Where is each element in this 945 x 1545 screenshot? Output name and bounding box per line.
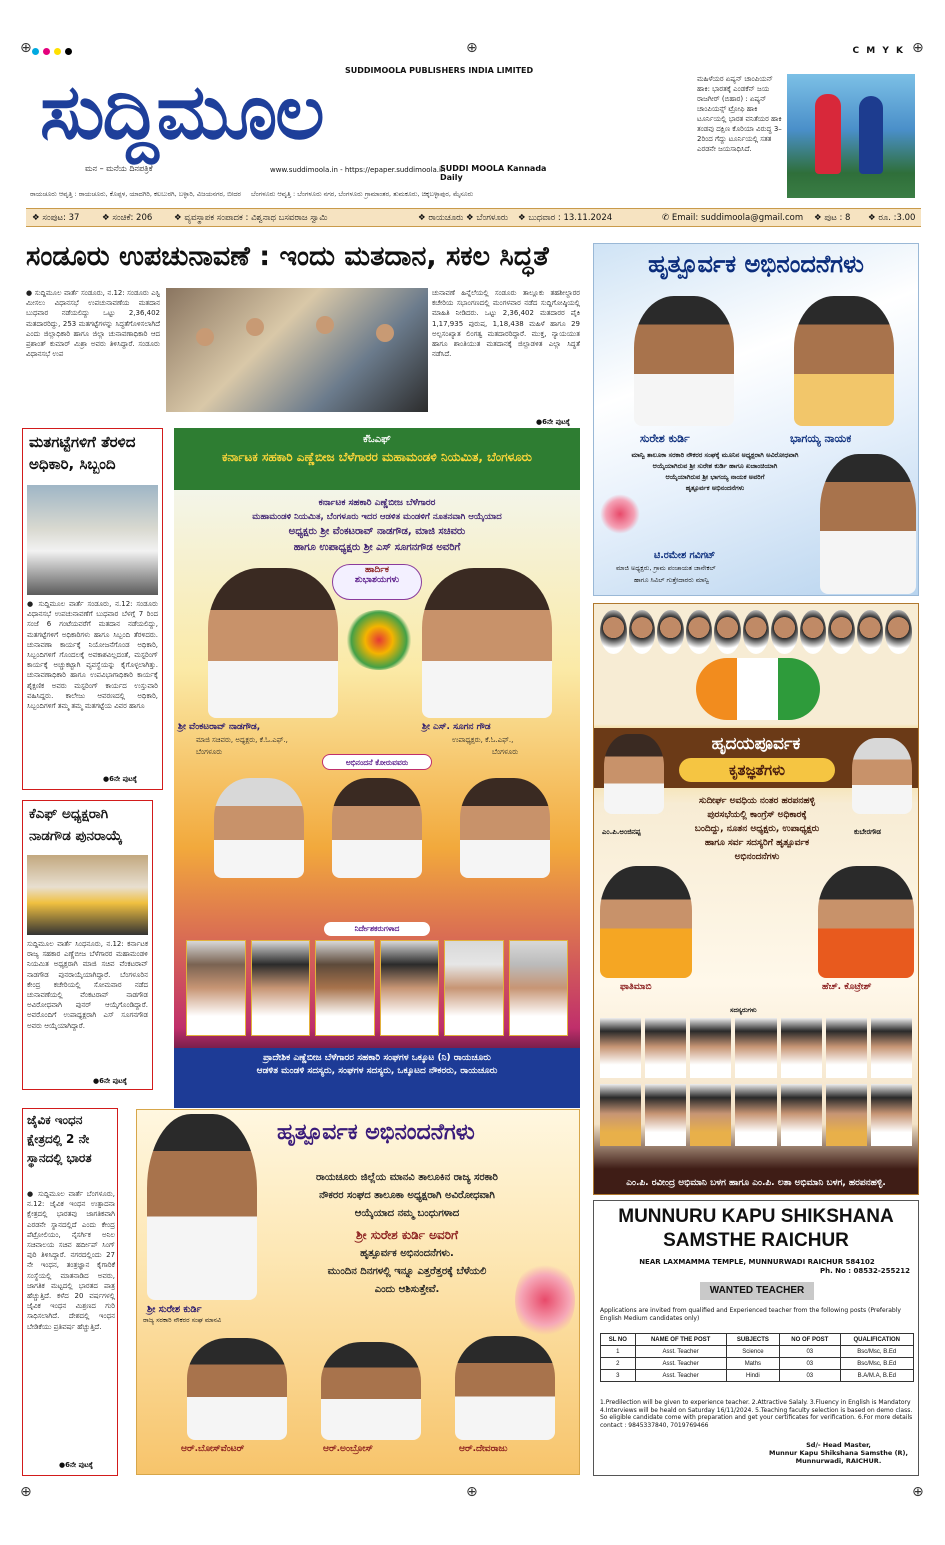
congrats-body-1: ಮಾನ್ವಿ ತಾಲೂಕಾ ಸರಕಾರಿ ನೌಕರರ ಸಂಘಕ್ಕೆ ಮೂನಿನ ಅಧ್ಯಕ್ಷರಾಗಿ ಅವಿರೋಧವಾಗಿ xyxy=(631,451,799,459)
congrats-ad-right[interactable] xyxy=(593,243,919,596)
directors-label: ನಿರ್ದೇಶಕರುಗಳಾದ xyxy=(324,922,430,936)
flower-bouquet-icon xyxy=(344,610,414,670)
edition-bengaluru: ಬೆಂಗಳೂರು ಆವೃತ್ತಿ : ಬೆಂಗಳೂರು ನಗರ, ಬೆಂಗಳೂರು ಗ್ರಾಮಾಂತರ, ತುಮಕೂರು, ಚಿಕ್ಕಬಳ್ಳಾಪುರ, ಮೈಸೂರು xyxy=(251,190,474,198)
top-story-text: ಮಹಿಳೆಯರ ಏಷ್ಯನ್ ಚಾಂಪಿಯನ್ ಹಾಕಿ: ಭಾರತಕ್ಕೆ ಎಂಡಕೆನ್ ಜಯ ರಾಜಗೀರ್ (ಬಿಹಾರ) : ಏಷ್ಯನ್ ಚಾಂಪಿಯನ್ಸ್ ಟ್ರೋಫಿ ಹಾಕಿ ಟೂರ್ನಿಯಲ್ಲಿ ಭಾರತ ವನಿತೆಯರ ಹಾಕಿ ತಂಡವು ದಕ್ಷಿಣ ಕೊರಿಯಾ ವಿರುದ್ಧ 3–2ರಿಂದ ಗೆದ್ದು ಟೂರ್ನಿಯಲ್ಲಿ ಸತತ ಎರಡನೇ ಜಯಸಾಧಿಸಿದೆ. xyxy=(697,75,782,153)
greeting-line1: ಹಾರ್ದಿಕ xyxy=(365,565,389,575)
name-president: ಫಾತಿಮಾಬಿ xyxy=(620,982,652,992)
masthead xyxy=(30,62,550,182)
editions-line xyxy=(30,190,690,202)
website-link[interactable]: www.suddimoola.in - https://epaper.suddimoola.in xyxy=(270,166,446,174)
bottom-line2: ನೌಕರರ ಸಂಘದ ತಾಲೂಕಾ ಅಧ್ಯಕ್ಷರಾಗಿ ಅವಿರೋಧವಾಗಿ xyxy=(319,1190,495,1201)
portrait-ramesh xyxy=(820,454,916,594)
th-subjects: SUBJECTS xyxy=(726,1334,780,1346)
registration-mark: ⊕ xyxy=(912,40,924,56)
email[interactable]: ✆ Email: suddimoola@gmail.com xyxy=(662,213,804,223)
portrait-president xyxy=(208,568,338,718)
w2-name: ಆರ್.ಅಂಬ್ರೋಸ್ xyxy=(323,1444,373,1454)
congrats-body-2: ಆಯ್ಕೆಯಾಗಿರುವ ಶ್ರೀ ಸುರೇಶ ಕುರ್ಡಿ ಹಾಗೂ ಖಜಾಂಚಿಯಾಗಿ xyxy=(652,462,778,470)
p2-name: ಶ್ರೀ ಎಸ್. ಸೂಗನ ಗೌಡ xyxy=(422,722,491,732)
p1-role: ಮಾಜಿ ಸಚಿವರು, ಅಧ್ಯಕ್ಷರು, ಕೆ.ಓ.ಎಫ್., xyxy=(196,736,288,744)
side-story-1-headline[interactable]: ಮತಗಟ್ಟೆಗಳಿಗೆ ತೆರಳಿದ ಅಧಿಕಾರಿ, ಸಿಬ್ಬಂದಿ xyxy=(29,433,136,473)
kof-short: ಕೆಓಎಫ್ xyxy=(363,434,391,445)
side-story-2-headline[interactable]: ಕೆಎಫ್ ಅಧ್ಯಕ್ಷರಾಗಿ ನಾಡಗೌಡ ಪುನರಾಯ್ಕೆ xyxy=(29,806,123,844)
th-slno: SL NO xyxy=(601,1334,636,1346)
name-anjinappa: ಎಂ.ಪಿ.ಅಂಜಿನಪ್ಪ xyxy=(602,828,641,836)
bouquet-icon xyxy=(515,1260,575,1340)
school-intro: Applications are invited from qualified and Experienced teacher from the following posts (Preferably English Medium candidates only) xyxy=(600,1307,901,1322)
congress-ad[interactable] xyxy=(593,603,919,1195)
bottom-line4: ಶ್ರೀ ಸುರೇಶ ಕುರ್ಡಿ ಅವರಿಗೆ xyxy=(355,1228,459,1242)
bottom-line6: ಮುಂದಿನ ದಿನಗಳಲ್ಲಿ ಇನ್ನೂ ಎತ್ತರೆತ್ತರಕ್ಕೆ ಬೆಳೆಯಲಿ xyxy=(327,1266,487,1277)
cell: Maths xyxy=(726,1358,780,1370)
members-grid-1 xyxy=(600,1018,912,1078)
kof-advertisement[interactable] xyxy=(174,428,580,1108)
kof-line4: ಹಾಗೂ ಉಪಾಧ್ಯಕ್ಷರು ಶ್ರೀ ಎಸ್ ಸೂಗನಗೌಡ ಅವರಿಗೆ xyxy=(293,542,461,553)
registration-mark: ⊕ xyxy=(20,40,32,56)
wanted-teacher-label: WANTED TEACHER xyxy=(700,1282,814,1300)
portrait-president xyxy=(600,866,692,978)
sender-name: ಟಿ.ರಮೇಶ ಗವಿಗಟ್ xyxy=(654,550,716,561)
cell: 03 xyxy=(780,1358,840,1370)
sign-line2: Munnur Kapu Shikshana Samsthe (R), xyxy=(769,1449,908,1457)
main-story-photo xyxy=(166,288,428,412)
cell: Asst. Teacher xyxy=(635,1370,726,1382)
pages: ❖ ಪುಟ : 8 xyxy=(814,213,851,223)
side-story-1 xyxy=(22,428,163,790)
side-story-2-body: ಸುದ್ದಿಮೂಲ ವಾರ್ತೆ ಸಿಂಧನೂರು, ನ.12: ಕರ್ನಾಟಕ ರಾಜ್ಯ ಸಹಕಾರ ಎಣ್ಣೆಬೀಜ ಬೆಳೆಗಾರರ ಮಹಾಮಂಡಳಿ ನಿಯಮಿತ ಅಧ್ಯಕ್ಷರಾಗಿ ಮಾಜಿ ಸಚಿವ ವೆಂಕಟರಾವ್ ನಾಡಗೌಡ ಪುನರಾಯ್ಕೆಯಾಗಿದ್ದಾರೆ. ಬೆಂಗಳೂರಿನ ಕೇಂದ್ರ ಕಚೇರಿಯಲ್ಲಿ ಸೋಮವಾರ ನಡೆದ ಚುನಾವಣೆಯಲ್ಲಿ ವೆಂಕಟರಾವ್ ನಾಡಗೌಡ ಅವಿರೋಧವಾಗಿ ಪುನರ್ ಆಯ್ಕೆಗೊಂಡಿದ್ದಾರೆ. ಅವರೊಂದಿಗೆ ಉಪಾಧ್ಯಕ್ಷರಾಗಿ ಎಸ್ ಸೂಗನಗೌಡ ಅವರು ಆಯ್ಕೆಯಾಗಿದ್ದಾರೆ. xyxy=(27,940,148,1030)
name-bhagayya: ಭಾಗಯ್ಯ ನಾಯಕ xyxy=(790,432,852,445)
editor: ❖ ವ್ಯವಸ್ಥಾಪಕ ಸಂಪಾದಕ : ವಿಶ್ವನಾಥ ಬಸವರಾಜ ಸ್ವಾಮಿ xyxy=(174,213,328,223)
thanks-line2: ಕೃತಜ್ಞತೆಗಳು xyxy=(679,758,835,782)
registration-mark: ⊕ xyxy=(912,1484,924,1500)
cell: Bsc/Msc, B.Ed xyxy=(840,1358,914,1370)
side-story-2-photo xyxy=(27,855,148,935)
portrait-anjinappa xyxy=(604,734,664,814)
registration-mark: ⊕ xyxy=(466,1484,478,1500)
main-name: ಶ್ರೀ ಸುರೇಶ ಕುರ್ಡಿ xyxy=(147,1304,202,1315)
info-bar xyxy=(26,208,921,227)
portrait-vicepresident xyxy=(818,866,914,978)
portrait-vicepresident xyxy=(422,568,552,718)
cities: ❖ ರಾಯಚೂರು ❖ ಬೆಂಗಳೂರು xyxy=(418,213,509,223)
edition-raichur: ರಾಯಚೂರು ಆವೃತ್ತಿ : ರಾಯಚೂರು, ಕೊಪ್ಪಳ, ಯಾದಗಿರಿ, ಕಲಬುರಗಿ, ಬಳ್ಳಾರಿ, ವಿಜಯನಗರ, ಬೀದರ xyxy=(30,190,241,198)
kof-line1: ಕರ್ನಾಟಕ ಸಹಕಾರಿ ಎಣ್ಣೆಬೀಜ ಬೆಳೆಗಾರರ xyxy=(318,498,436,508)
registration-mark: ⊕ xyxy=(466,40,478,56)
date: ❖ ಬುಧವಾರ : 13.11.2024 xyxy=(518,213,613,223)
main-role: ರಾಜ್ಯ ಸರಕಾರಿ ನೌಕರರ ಸಂಘ ಮಾನವಿ xyxy=(143,1316,222,1324)
kof-line3: ಅಧ್ಯಕ್ಷರು ಶ್ರೀ ವೆಂಕಟರಾವ್ ನಾಡಗೌಡ, ಮಾಜಿ ಸಚಿವರು xyxy=(288,526,466,537)
w3-name: ಆರ್.ದೇವರಾಜು xyxy=(459,1444,508,1454)
portrait-kuberagowda xyxy=(852,738,912,814)
congress-text: ಸುದೀರ್ಘ ಅವಧಿಯ ನಂತರ ಹರಪನಹಳ್ಳಿ ಪುರಸಭೆಯಲ್ಲಿ ಕಾಂಗ್ರೆಸ್ ಅಧಿಕಾರಕ್ಕೆ ಬಂದಿದ್ದು, ನೂತನ ಅಧ್ಯಕ್ಷರು, ಉಪಾಧ್ಯಕ್ಷರು ಹಾಗೂ ಸರ್ವ ಸದಸ್ಯರಿಗೆ ಹೃತ್ಪೂರ್ವಕ ಅಭಿನಂದನೆಗಳು xyxy=(694,796,820,862)
leaders-row xyxy=(600,610,912,654)
sender-role-2: ಹಾಗೂ ಸಿವಿಲ್ ಗುತ್ತೇದಾರರು ಮಾನ್ವಿ xyxy=(634,576,710,584)
volume: ❖ ಸಂಪುಟ: 37 xyxy=(32,213,80,223)
sender-role-1: ಮಾಜಿ ಅಧ್ಯಕ್ಷರು, ಗ್ರಾಮ ಪಂಚಾಯತ ಜಾನೇಕಲ್ xyxy=(616,564,716,572)
name-vicepresident: ಹೆಚ್. ಕೊಟ್ರೇಶ್ xyxy=(822,982,872,992)
portrait-suresh-large xyxy=(147,1114,257,1300)
congrats-body xyxy=(600,450,830,494)
portrait-suresh xyxy=(634,296,734,426)
table-row xyxy=(601,1346,914,1358)
main-story-col1: ● ಸುದ್ದಿಮೂಲ ವಾರ್ತೆ ಸಂಡೂರು, ನ.12: ಸಂಡೂರು ಎಸ್ಟಿ ಮೀಸಲು ವಿಧಾನಸಭೆ ಉಪಚುನಾವಣೆಯ ಮತದಾನ ಬುಧವಾರ ನಡೆಯಲಿದ್ದು ಒಟ್ಟು 2,36,402 ಮತದಾರರಿದ್ದು, 253 ಮತಗಟ್ಟೆಗಳನ್ನು ಸಿದ್ಧತೆಗೊಳಿಸಲಾಗಿದೆ ಎಂದು ಜಿಲ್ಲಾಧಿಕಾರಿ ಹಾಗೂ ಜಿಲ್ಲಾ ಚುನಾವಣಾಧಿಕಾರಿ ಆದ ಪ್ರಶಾಂತ್ ಕುಮಾರ್ ಮಿಶ್ರಾ ಅವರು ತಿಳಿಸಿದ್ದಾರೆ. ಸಂಡೂರು ವಿಧಾನಸಭೆ ಉಪ xyxy=(26,289,160,359)
kof-footer xyxy=(174,1052,580,1078)
th-post: NAME OF THE POST xyxy=(635,1334,726,1346)
p2-role: ಉಪಾಧ್ಯಕ್ಷರು, ಕೆ.ಓ.ಎಫ್., xyxy=(452,736,514,744)
congrats-heading: ಹೃತ್ಪೂರ್ವಕ ಅಭಿನಂದನೆಗಳು xyxy=(648,250,864,278)
cell: 03 xyxy=(780,1346,840,1358)
table-row xyxy=(601,1358,914,1370)
vacancy-table xyxy=(600,1333,914,1382)
side-story-1-body: ● ಸುದ್ದಿಮೂಲ ವಾರ್ತೆ ಸಂಡೂರು, ನ.12: ಸಂಡೂರು ವಿಧಾನಸಭೆ ಉಪಚುನಾವಣೆಗೆ ಬುಧವಾರ ಬೆಳಗ್ಗೆ 7 ರಿಂದ ಸಂಜೆ 6 ಗಂಟೆಯವರೆಗೆ ಮತದಾನ ನಡೆಯಲಿದ್ದು, ಮತಗಟ್ಟೆಗಳಿಗೆ ಅಧಿಕಾರಿಗಳು ಹಾಗೂ ಸಿಬ್ಬಂದಿ ತೆರಳಿದರು. ಚುನಾವಣಾ ಕಾರ್ಯಕ್ಕೆ ನಿಯೋಜನೆಗೊಂಡ ಅಧಿಕಾರಿ, ಸಿಬ್ಬಂದಿಗಳಿಗೆ ಗೊಂದಲಕ್ಕೆ ಅವಕಾಶವಿಲ್ಲದಂತೆ, ಮಸ್ಟರಿಂಗ್ ಕಾರ್ಯಕ್ಕೆ ಅಚ್ಚುಕಟ್ಟಾಗಿ ವ್ಯವಸ್ಥೆಯನ್ನು ಕೈಗೊಳ್ಳಲಾಗಿತ್ತು. ಚುನಾವಣಾಧಿಕಾರಿ ಹಾಗೂ ಉಪವಿಭಾಗಾಧಿಕಾರಿ ಕಾರ್ಯಕ್ಕೆ ಶೈಕ್ಷಣಿಕ ಅವರು ಮಸ್ಟರಿಂಗ್ ಕಾರ್ಯದ ಉಸ್ತುವಾರಿ ವಹಿಸಿದ್ದರು. ಕಾಲೇಜು ಆವರಣದಲ್ಲಿ ಅಧಿಕಾರಿ, ಸಿಬ್ಬಂದಿಗಳಿಗೆ ತಮ್ಮ ತಮ್ಮ ಮತಗಟ್ಟೆಯ ವಿವರ ಹಾಗೂ xyxy=(27,600,158,711)
school-phone: Ph. No : 08532-255212 xyxy=(819,1267,910,1275)
table-header-row xyxy=(601,1334,914,1346)
cell: Asst. Teacher xyxy=(635,1358,726,1370)
name-suresh: ಸುರೇಶ ಕುರ್ಡಿ xyxy=(640,432,690,445)
tagline: ಮನ – ಮನೆಯ ದಿನಪತ್ರಿಕೆ xyxy=(85,164,153,173)
thanks-line1: ಹೃದಯಪೂರ್ವಕ xyxy=(711,734,801,754)
cell: 2 xyxy=(601,1358,636,1370)
cell: Bsc/Msc, B.Ed xyxy=(840,1346,914,1358)
school-name: MUNNURU KAPU SHIKSHANA SAMSTHE RAICHUR xyxy=(618,1206,894,1251)
cell: 03 xyxy=(780,1370,840,1382)
name-kuberagowda: ಕುಬೇರಗೌಡ xyxy=(854,828,882,836)
wisher-2 xyxy=(332,778,422,878)
members-grid-2 xyxy=(600,1084,912,1146)
th-noofpost: NO OF POST xyxy=(780,1334,840,1346)
bottom-line7: ಎಂದು ಆಶಿಸುತ್ತೇವೆ. xyxy=(374,1284,440,1295)
table-row xyxy=(601,1370,914,1382)
bottom-heading: ಹೃತ್ಪೂರ್ವಕ ಅಭಿನಂದನೆಗಳು xyxy=(277,1120,475,1145)
main-headline[interactable]: ಸಂಡೂರು ಉಪಚುನಾವಣೆ : ಇಂದು ಮತದಾನ, ಸಕಲ ಸಿದ್ಧತೆ xyxy=(26,241,549,272)
p1-place: ಬೆಂಗಳೂರು xyxy=(196,748,223,756)
cell: Science xyxy=(726,1346,780,1358)
hockey-photo xyxy=(787,74,915,198)
congrats-ad-bottom[interactable] xyxy=(136,1109,580,1475)
side-story-3-body: ● ಸುದ್ದಿಮೂಲ ವಾರ್ತೆ ಬೆಂಗಳೂರು, ನ.12: ಜೈವಿಕ ಇಂಧನ ಉತ್ಪಾದನಾ ಕ್ಷೇತ್ರದಲ್ಲಿ ಭಾರತವು ಜಾಗತಿಕವಾಗಿ ಎರಡನೇ ಸ್ಥಾನದಲ್ಲಿದೆ ಎಂದು ಕೇಂದ್ರ ಪೆಟ್ರೋಲಿಯಂ, ನೈಸರ್ಗಿಕ ಅನಿಲ ಸಚಿವಾಲಯ ಸಚಿವ ಹರ್ದೀಪ್ ಸಿಂಗ್ ಪುರಿ ತಿಳಿಸಿದ್ದಾರೆ. ನಗರದಲ್ಲಿಂದು 27 ನೇ ಇಂಧನ, ತಂತ್ರಜ್ಞಾನ ಕೈಗಾರಿಕೆ ಸಂಸ್ಥೆಯಲ್ಲಿ ಮಾತನಾಡಿದ ಅವರು, ಜಾಗತಿಕ ಮಟ್ಟದಲ್ಲಿ ಭಾರತದ ಪಾತ್ರ ಹೆಚ್ಚುತ್ತಿದೆ. ಕಳೆದ 20 ವರ್ಷಗಳಲ್ಲಿ ಜೈವಿಕ ಇಂಧನ ಮಿಶ್ರಣದ ಗುರಿ ಸಾಧಿಸಲಾಗಿದೆ. ದೇಶದಲ್ಲಿ ಇಂಧನ ಬೇಡಿಕೆಯು ಪ್ರತಿವರ್ಷ ಹೆಚ್ಚುತ್ತಿದೆ. xyxy=(27,1190,115,1331)
logo: ಸುದ್ದಿಮೂಲ xyxy=(40,67,323,156)
school-address: NEAR LAXMAMMA TEMPLE, MUNNURWADI RAICHUR 584102 xyxy=(639,1258,875,1266)
portrait-bhagayya xyxy=(794,296,894,426)
wisher-devaraju xyxy=(455,1336,555,1440)
side-story-3-headline[interactable]: ಜೈವಿಕ ಇಂಧನ ಕ್ಷೇತ್ರದಲ್ಲಿ 2 ನೇ ಸ್ಥಾನದಲ್ಲಿ ಭಾರತ xyxy=(27,1113,92,1165)
top-story[interactable] xyxy=(697,74,915,200)
p2-place: ಬೆಂಗಳೂರು xyxy=(492,748,519,756)
bottom-line1: ರಾಯಚೂರು ಜಿಲ್ಲೆಯ ಮಾನವಿ ತಾಲೂಕಿನ ರಾಜ್ಯ ಸರಕಾರಿ xyxy=(316,1172,498,1183)
greeting-badge xyxy=(332,564,422,600)
bottom-line5: ಹೃತ್ಪೂರ್ವಕ ಅಭಿನಂದನೆಗಳು. xyxy=(360,1248,454,1259)
kof-org: ಕರ್ನಾಟಕ ಸಹಕಾರಿ ಎಣ್ಣೆಬೀಜ ಬೆಳೆಗಾರರ ಮಹಾಮಂಡಳಿ ನಿಯಮಿತ, ಬೆಂಗಳೂರು xyxy=(222,450,532,464)
wishers-label: ಅಭಿನಂದನೆ ಕೋರುವವರು xyxy=(322,754,432,770)
side-story-2-continue[interactable]: ●6ನೇ ಪುಟಕ್ಕೆ xyxy=(93,1077,127,1085)
sign-line1: Sd/- Head Master, xyxy=(806,1441,871,1449)
side-story-1-continue[interactable]: ●6ನೇ ಪುಟಕ್ಕೆ xyxy=(103,775,137,783)
greeting-line2: ಶುಭಾಶಯಗಳು xyxy=(354,575,400,585)
cmyk-label: C M Y K xyxy=(852,46,905,56)
side-story-3 xyxy=(22,1108,118,1476)
kof-line2: ಮಹಾಮಂಡಳಿ ನಿಯಮಿತ, ಬೆಂಗಳೂರು ಇದರ ಆಡಳಿತ ಮಂಡಳಿಗೆ ನೂತನವಾಗಿ ಆಯ್ಕೆಯಾದ xyxy=(252,512,502,522)
color-dots xyxy=(32,48,72,55)
price: ❖ ರೂ. :3.00 xyxy=(868,213,916,223)
side-story-1-photo xyxy=(27,485,158,595)
side-story-3-continue[interactable]: ●6ನೇ ಪುಟಕ್ಕೆ xyxy=(59,1461,93,1469)
members-label: ಸದಸ್ಯರುಗಳು xyxy=(730,1006,757,1014)
cell: 1 xyxy=(601,1346,636,1358)
congrats-body-3: ಆಯ್ಕೆಯಾಗಿರುವ ಶ್ರೀ ಭಾಗಯ್ಯ ನಾಯಕ ಅವರಿಗೆ xyxy=(665,473,765,481)
english-name: SUDDI MOOLA Kannada Daily xyxy=(440,164,547,182)
publisher-name: SUDDIMOOLA PUBLISHERS INDIA LIMITED xyxy=(345,66,534,75)
school-notes: 1.Predilection will be given to experience teacher. 2.Attractive Salaly. 3.Fluency in English is Mandatory 4.Interviews will be heald on Saturday 16/11/2024. 5.Teaching faculty selection is based on demo class. So eligible candidate come with preparation and get your certificates for verification. 6.For more details contact : 9845337840, 7019769466 xyxy=(600,1399,913,1429)
school-recruitment-ad[interactable] xyxy=(593,1200,919,1476)
wisher-1 xyxy=(214,778,304,878)
congress-footer: ಎಂ.ಪಿ. ರವೀಂದ್ರ ಅಭಿಮಾನಿ ಬಳಗ ಹಾಗೂ ಎಂ.ಪಿ. ಲತಾ ಅಭಿಮಾನಿ ಬಳಗ, ಹರಪನಹಳ್ಳಿ. xyxy=(626,1178,886,1188)
bottom-line3: ಆಯ್ಕೆಯಾದ ನಮ್ಮ ಬಂಧುಗಳಾದ xyxy=(354,1208,460,1219)
kof-footer-2: ಆಡಳಿತ ಮಂಡಳಿ ಸದಸ್ಯರು, ಸಂಘಗಳ ಸದಸ್ಯರು, ಒಕ್ಕೂಟದ ನೌಕರರು, ರಾಯಚೂರು xyxy=(256,1066,498,1076)
registration-mark: ⊕ xyxy=(20,1484,32,1500)
w1-name: ಆರ್.ಬೋಸ್‌ವೆಂಟರ್ xyxy=(181,1444,245,1454)
side-story-2 xyxy=(22,800,153,1090)
cell: Asst. Teacher xyxy=(635,1346,726,1358)
wisher-bosventer xyxy=(187,1338,287,1440)
cell: Hindi xyxy=(726,1370,780,1382)
wisher-ambrose xyxy=(321,1342,421,1440)
p1-name: ಶ್ರೀ ವೆಂಕಟರಾವ್ ನಾಡಗೌಡ, xyxy=(178,722,261,732)
sign-line3: Munnurwadi, RAICHUR. xyxy=(795,1457,882,1465)
kof-footer-1: ಪ್ರಾದೇಶಿಕ ಎಣ್ಣೆಬೀಜ ಬೆಳೆಗಾರರ ಸಹಕಾರಿ ಸಂಘಗಳ ಒಕ್ಕೂಟ (ನಿ) ರಾಯಚೂರು xyxy=(263,1053,491,1063)
issue: ❖ ಸಂಚಿಕೆ: 206 xyxy=(102,213,153,223)
cell: B.A/M.A, B.Ed xyxy=(840,1370,914,1382)
th-qualification: QUALIFICATION xyxy=(840,1334,914,1346)
main-story-col2: ಚುನಾವಣೆ ಹಿನ್ನೆಲೆಯಲ್ಲಿ ಸಂಡೂರು ತಾಲ್ಲೂಕು ತಹಶೀಲ್ದಾರರ ಕಚೇರಿಯ ಸಭಾಂಗಣದಲ್ಲಿ ಮಂಗಳವಾರ ನಡೆದ ಸುದ್ದಿಗೋಷ್ಠಿಯಲ್ಲಿ ಮಾಹಿತಿ ನೀಡಿದರು. ಒಟ್ಟು 2,36,402 ಮತದಾರರ ಪೈಕಿ 1,17,935 ಪುರುಷ, 1,18,438 ಮಹಿಳೆ ಹಾಗೂ 29 ಅಲ್ಪಸಂಖ್ಯಾತ ಲಿಂಗತ್ವ ಮತದಾರರಿದ್ದಾರೆ. ಮುಕ್ತ, ನ್ಯಾಯಯುತ ಹಾಗೂ ಶಾಂತಿಯುತ ಮತದಾನಕ್ಕೆ ಜಿಲ್ಲಾಡಳಿತ ಎಲ್ಲಾ ಸಿದ್ಧತೆ ನಡೆಸಿದೆ. xyxy=(432,289,580,359)
school-signature xyxy=(769,1441,908,1465)
congrats-body-4: ಹೃತ್ಪೂರ್ವಕ ಅಭಿನಂದನೆಗಳು xyxy=(685,484,745,492)
directors-grid xyxy=(186,940,568,1036)
cell: 3 xyxy=(601,1370,636,1382)
main-continue[interactable]: ●6ನೇ ಪುಟಕ್ಕೆ xyxy=(536,418,570,426)
flower-icon xyxy=(600,494,640,534)
wisher-3 xyxy=(460,778,550,878)
congress-hand-icon xyxy=(696,658,820,720)
